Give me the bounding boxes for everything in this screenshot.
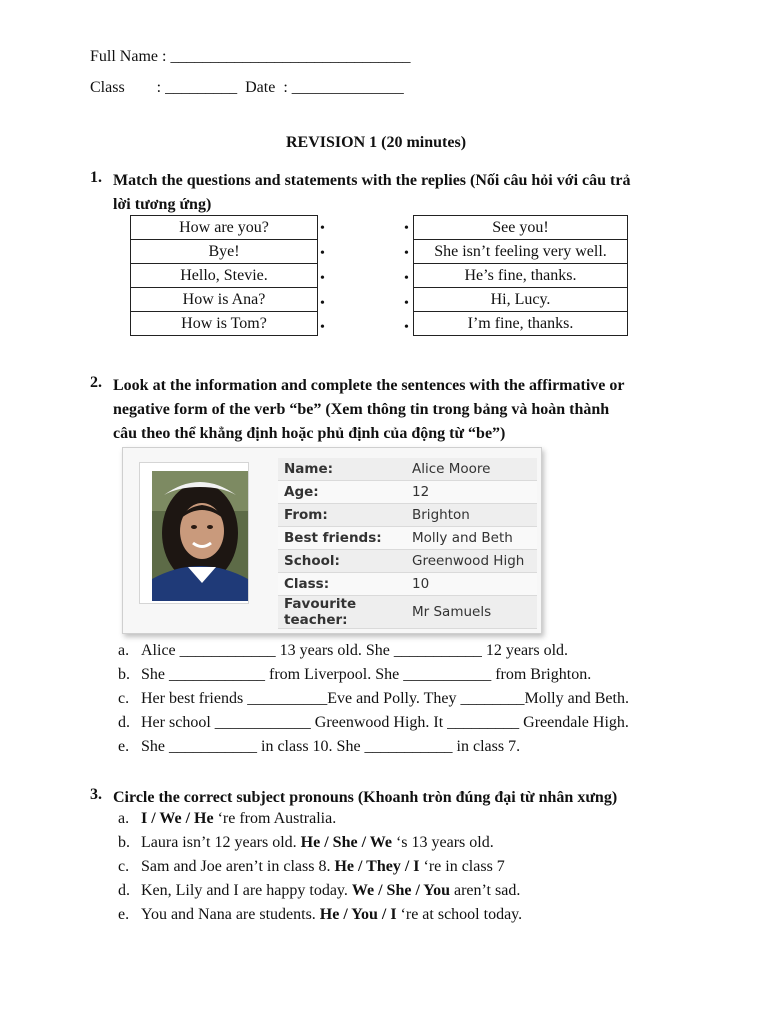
section2-instruction-line1: Look at the information and complete the sentences with the affirmative or xyxy=(113,377,625,394)
profile-key: Favourite teacher: xyxy=(278,596,406,629)
reply-cell: See you! xyxy=(414,216,628,240)
profile-row xyxy=(278,458,537,481)
section1-number: 1. xyxy=(90,169,102,186)
question-cell: How is Tom? xyxy=(131,312,318,336)
exercise3-item-e[interactable] xyxy=(118,906,522,924)
page-title: REVISION 1 (20 minutes) xyxy=(286,134,467,151)
pronoun-choices[interactable]: He / You / I xyxy=(319,906,397,923)
profile-value: 12 xyxy=(406,481,537,504)
item-text: She ____________ from Liverpool. She ___________ from Brighton. xyxy=(141,666,592,683)
profile-row xyxy=(278,481,537,504)
match-dot-left[interactable]: • xyxy=(320,296,325,311)
item-label: e. xyxy=(118,738,130,755)
profile-value: Alice Moore xyxy=(406,458,537,481)
question-cell: Bye! xyxy=(131,240,318,264)
section1-instruction xyxy=(113,169,683,217)
pronoun-choices[interactable]: He / She / We xyxy=(300,834,392,851)
item-post: ‘re in class 7 xyxy=(419,858,505,875)
question-cell: How are you? xyxy=(131,216,318,240)
match-dot-right[interactable]: • xyxy=(404,320,409,335)
exercise3-item-c[interactable] xyxy=(118,858,505,876)
profile-row xyxy=(278,527,537,550)
class-date-field[interactable]: Class : _________ Date : ______________ xyxy=(90,79,404,96)
profile-key: From: xyxy=(278,504,406,527)
item-label: a. xyxy=(118,810,130,827)
section2-instruction-line3: câu theo thể khẳng định hoặc phủ định của động từ “be”) xyxy=(113,425,506,442)
full-name-field[interactable]: Full Name : ______________________________ xyxy=(90,48,411,65)
profile-photo-frame xyxy=(139,462,249,604)
pronoun-choices[interactable]: We / She / You xyxy=(351,882,450,899)
item-post: ‘re from Australia. xyxy=(213,810,337,827)
exercise2-item-a[interactable] xyxy=(118,642,568,660)
item-post: ‘re at school today. xyxy=(396,906,523,923)
item-pre: Ken, Lily and I are happy today. xyxy=(141,882,352,899)
exercise3-item-b[interactable] xyxy=(118,834,494,852)
profile-value: Molly and Beth xyxy=(406,527,537,550)
match-dot-right[interactable]: • xyxy=(404,271,409,286)
match-dot-left[interactable]: • xyxy=(320,271,325,286)
question-cell: How is Ana? xyxy=(131,288,318,312)
profile-key: Class: xyxy=(278,573,406,596)
item-text: Alice ____________ 13 years old. She ___________ 12 years old. xyxy=(141,642,569,659)
reply-cell: Hi, Lucy. xyxy=(414,288,628,312)
item-pre: You and Nana are students. xyxy=(141,906,320,923)
exercise2-item-d[interactable] xyxy=(118,714,629,732)
section2-instruction xyxy=(113,374,683,446)
section3-instruction: Circle the correct subject pronouns (Khoanh tròn đúng đại từ nhân xưng) xyxy=(113,789,618,806)
profile-value: 10 xyxy=(406,573,537,596)
profile-info-table xyxy=(278,458,537,629)
match-dot-right[interactable]: • xyxy=(404,246,409,261)
item-label: d. xyxy=(118,714,130,731)
reply-cell: She isn’t feeling very well. xyxy=(414,240,628,264)
left-questions-table xyxy=(130,215,318,336)
pronoun-choices[interactable]: He / They / I xyxy=(334,858,420,875)
item-text: Her best friends __________Eve and Polly. They ________Molly and Beth. xyxy=(141,690,629,707)
reply-cell: I’m fine, thanks. xyxy=(414,312,628,336)
match-dot-right[interactable]: • xyxy=(404,221,409,236)
match-dot-left[interactable]: • xyxy=(320,246,325,261)
match-dot-left[interactable]: • xyxy=(320,221,325,236)
profile-key: Best friends: xyxy=(278,527,406,550)
item-text: Her school ____________ Greenwood High. It _________ Greendale High. xyxy=(141,714,629,731)
section2-number: 2. xyxy=(90,374,102,391)
section1-instruction-line2: lời tương ứng) xyxy=(113,196,212,213)
item-post: ‘s 13 years old. xyxy=(391,834,494,851)
girl-portrait-icon xyxy=(152,471,248,601)
question-cell: Hello, Stevie. xyxy=(131,264,318,288)
item-label: c. xyxy=(118,858,130,875)
profile-value: Brighton xyxy=(406,504,537,527)
profile-key: School: xyxy=(278,550,406,573)
profile-photo xyxy=(152,471,248,601)
profile-row xyxy=(278,504,537,527)
section3-number: 3. xyxy=(90,786,102,803)
profile-row xyxy=(278,573,537,596)
exercise3-item-d[interactable] xyxy=(118,882,520,900)
profile-card xyxy=(122,447,542,634)
profile-row xyxy=(278,596,537,629)
profile-key: Age: xyxy=(278,481,406,504)
profile-value: Mr Samuels xyxy=(406,596,537,629)
section1-instruction-line1: Match the questions and statements with the replies (Nối câu hỏi với câu trả xyxy=(113,172,631,189)
item-label: a. xyxy=(118,642,130,659)
item-label: b. xyxy=(118,666,130,683)
item-pre: Laura isn’t 12 years old. xyxy=(141,834,301,851)
exercise3-item-a[interactable] xyxy=(118,810,336,828)
item-label: e. xyxy=(118,906,130,923)
match-dot-left[interactable]: • xyxy=(320,320,325,335)
item-pre: Sam and Joe aren’t in class 8. xyxy=(141,858,335,875)
item-text: She ___________ in class 10. She ___________ in class 7. xyxy=(141,738,521,755)
reply-cell: He’s fine, thanks. xyxy=(414,264,628,288)
item-label: c. xyxy=(118,690,130,707)
exercise2-item-b[interactable] xyxy=(118,666,591,684)
profile-value: Greenwood High xyxy=(406,550,537,573)
item-post: aren’t sad. xyxy=(449,882,521,899)
pronoun-choices[interactable]: I / We / He xyxy=(141,810,214,827)
item-label: d. xyxy=(118,882,130,899)
right-replies-table xyxy=(413,215,628,336)
exercise2-item-e[interactable] xyxy=(118,738,520,756)
profile-key: Name: xyxy=(278,458,406,481)
exercise2-item-c[interactable] xyxy=(118,690,629,708)
section2-instruction-line2: negative form of the verb “be” (Xem thông tin trong bảng và hoàn thành xyxy=(113,401,610,418)
profile-row xyxy=(278,550,537,573)
item-label: b. xyxy=(118,834,130,851)
match-dot-right[interactable]: • xyxy=(404,296,409,311)
